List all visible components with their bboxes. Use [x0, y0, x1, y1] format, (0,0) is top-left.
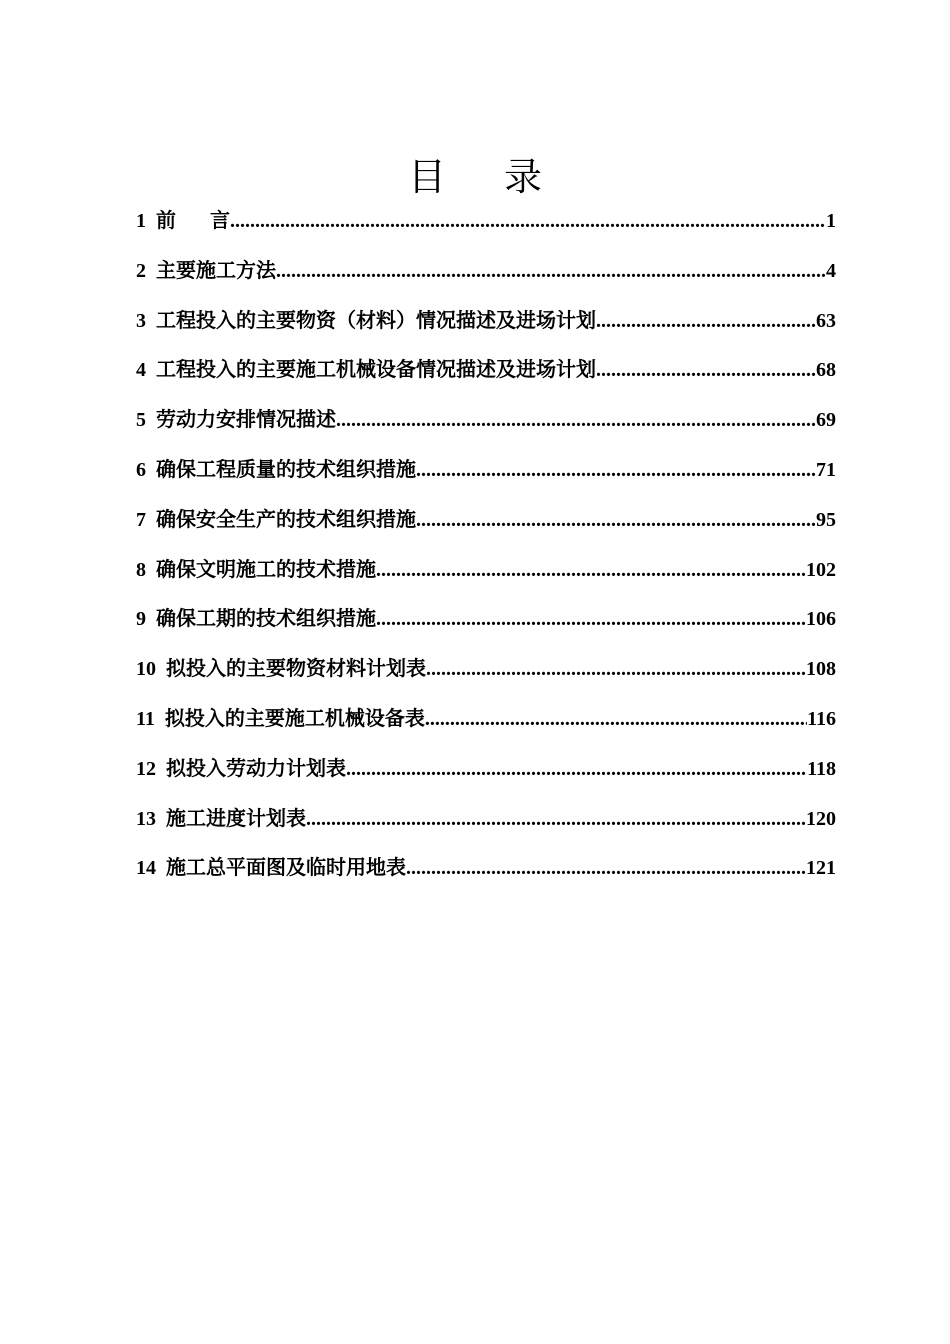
toc-entry-11[interactable] [136, 694, 836, 744]
toc-dot-leader [306, 795, 806, 844]
toc-entry-title: 劳动力安排情况描述 [156, 407, 336, 432]
toc-entry-title: 拟投入的主要物资材料计划表 [166, 656, 426, 681]
toc-entry-number: 14 [136, 857, 156, 880]
toc-entry-number: 3 [136, 309, 146, 332]
toc-entry-page: 95 [816, 508, 836, 531]
toc-entry-8[interactable] [136, 545, 836, 595]
toc-entry-number: 10 [136, 658, 156, 681]
toc-entry-title-part-2: 言 [210, 208, 230, 232]
toc-entry-6[interactable] [136, 445, 836, 495]
toc-entry-page: 1 [826, 210, 836, 232]
toc-entry-title: 确保工期的技术组织措施 [156, 606, 376, 631]
toc-entry-page: 69 [816, 409, 836, 432]
toc-entry-page: 108 [806, 658, 836, 681]
page-title-char-2: 录 [504, 155, 543, 200]
toc-entry-number: 5 [136, 409, 146, 432]
toc-entry-title: 工程投入的主要施工机械设备情况描述及进场计划 [156, 357, 596, 382]
toc-entry-13[interactable] [136, 794, 836, 844]
page-title [0, 153, 950, 201]
toc-dot-leader [596, 297, 816, 346]
toc-entry-page: 121 [806, 857, 836, 880]
toc-entry-page: 4 [826, 259, 836, 282]
toc-entry-page: 63 [816, 309, 836, 332]
toc-entry-number: 9 [136, 608, 146, 631]
toc-entry-page: 116 [807, 707, 836, 730]
toc-entry-9[interactable] [136, 594, 836, 644]
toc-entry-number: 4 [136, 359, 146, 382]
toc-entry-page: 120 [806, 807, 836, 830]
toc-entry-number: 13 [136, 807, 156, 830]
toc-entry-7[interactable] [136, 495, 836, 545]
toc-entry-title: 拟投入的主要施工机械设备表 [164, 705, 425, 730]
toc-entry-10[interactable] [136, 644, 836, 694]
toc-dot-leader [416, 496, 816, 545]
toc-dot-leader [346, 745, 807, 794]
toc-entry-5[interactable] [136, 395, 836, 445]
toc-entry-number: 7 [136, 508, 146, 531]
toc-entry-4[interactable] [136, 345, 836, 395]
toc-entry-page: 106 [806, 608, 836, 631]
toc-entry-title: 确保安全生产的技术组织措施 [156, 506, 416, 531]
toc-entry-title: 施工进度计划表 [166, 805, 306, 830]
toc-dot-leader [376, 595, 806, 644]
toc-dot-leader [416, 446, 816, 495]
toc-entry-page: 68 [816, 359, 836, 382]
toc-entry-number: 6 [136, 458, 146, 481]
toc-dot-leader [230, 197, 826, 246]
toc-entry-title: 确保文明施工的技术措施 [156, 556, 376, 581]
toc-dot-leader [276, 247, 826, 296]
toc-dot-leader [406, 844, 806, 893]
toc-entry-2[interactable] [136, 246, 836, 296]
toc-entry-title: 工程投入的主要物资（材料）情况描述及进场计划 [156, 307, 596, 332]
toc-entry-number: 12 [136, 757, 156, 780]
toc-dot-leader [426, 645, 806, 694]
toc-entry-number: 11 [136, 707, 155, 730]
toc-dot-leader [425, 695, 807, 744]
table-of-contents [136, 196, 836, 893]
toc-dot-leader [336, 396, 816, 445]
toc-entry-page: 71 [816, 458, 836, 481]
toc-entry-title: 施工总平面图及临时用地表 [166, 855, 406, 880]
toc-entry-1[interactable] [136, 196, 836, 246]
toc-entry-number: 2 [136, 259, 146, 282]
toc-entry-page: 118 [807, 757, 836, 780]
toc-entry-title: 确保工程质量的技术组织措施 [156, 456, 416, 481]
toc-entry-title [156, 196, 230, 246]
toc-dot-leader [376, 546, 806, 595]
toc-entry-12[interactable] [136, 744, 836, 794]
toc-entry-number: 1 [136, 210, 146, 232]
page-title-char-1: 目 [407, 155, 446, 200]
toc-entry-page: 102 [806, 558, 836, 581]
toc-entry-3[interactable] [136, 296, 836, 346]
toc-entry-title: 主要施工方法 [156, 257, 276, 282]
toc-entry-14[interactable] [136, 843, 836, 893]
toc-entry-title-part-1: 前 [156, 208, 176, 232]
toc-dot-leader [596, 346, 816, 395]
toc-entry-number: 8 [136, 558, 146, 581]
toc-entry-title: 拟投入劳动力计划表 [166, 755, 346, 780]
